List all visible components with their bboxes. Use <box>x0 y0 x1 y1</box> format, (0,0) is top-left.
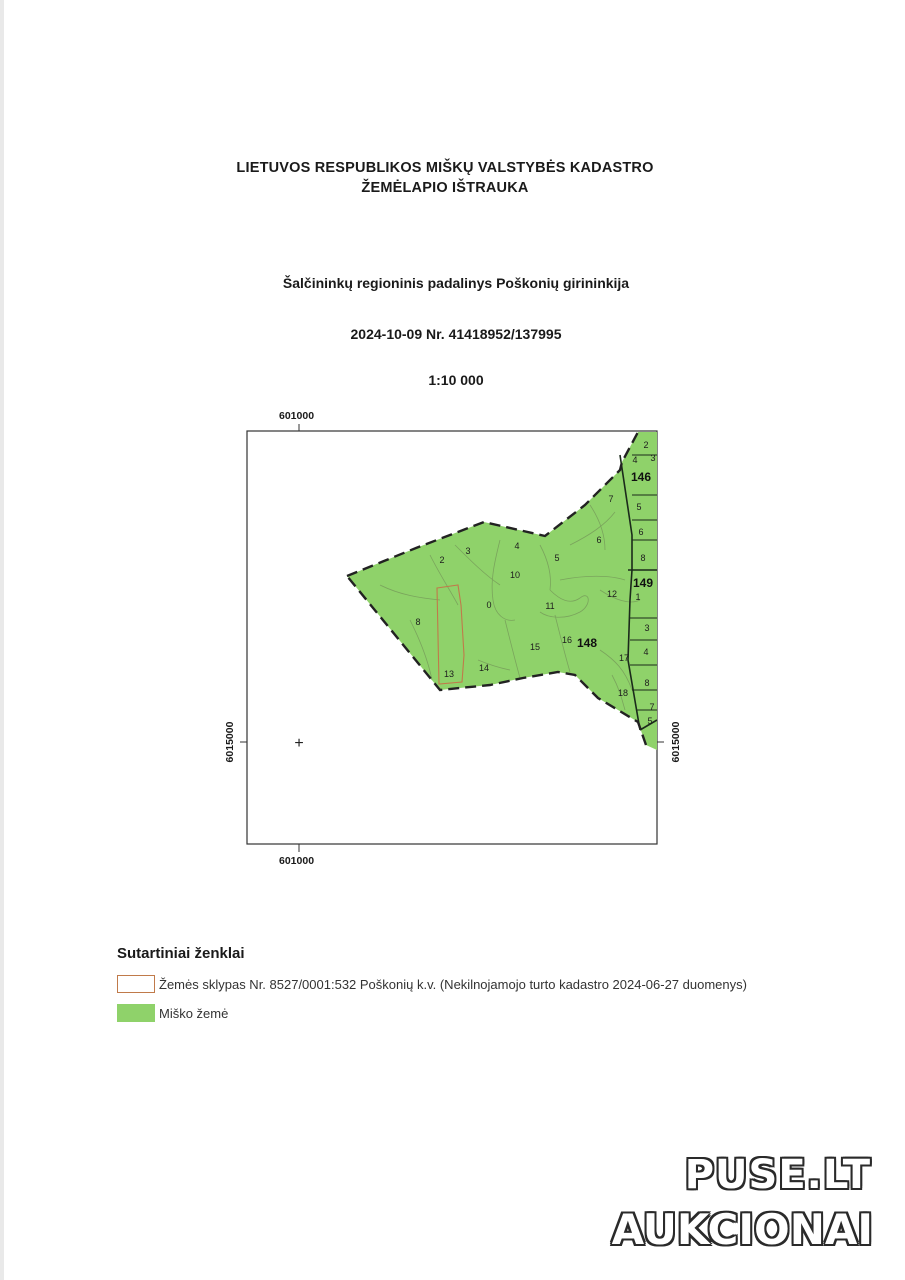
legend-label: Miško žemė <box>159 1005 229 1021</box>
compartment-label: 10 <box>509 570 521 580</box>
coord-x-bottom: 601000 <box>279 855 315 867</box>
forest-swatch <box>117 1004 155 1022</box>
coord-y-right: 6015000 <box>670 721 682 763</box>
compartment-label: 14 <box>478 663 490 673</box>
compartment-label: 8 <box>415 617 421 627</box>
compartment-label: 0 <box>486 600 492 610</box>
plot-swatch <box>117 975 155 993</box>
document-date-number: 2024-10-09 Nr. 41418952/137995 <box>350 326 562 342</box>
compartment-label: 5 <box>636 502 642 512</box>
forest-unit: Šalčininkų regioninis padalinys Poškonių girininkija <box>282 275 630 291</box>
compartment-label: 11 <box>545 601 555 611</box>
legend-item-forest <box>117 1004 228 1022</box>
compartment-label: 8 <box>644 678 650 688</box>
compartment-label: 4 <box>514 541 520 551</box>
coord-y-left: 6015000 <box>224 721 236 763</box>
quarter-label-146: 146 <box>630 470 652 484</box>
legend-label: Žemės sklypas Nr. 8527/0001:532 Poškonių k.v. (Nekilnojamojo turto kadastro 2024-06-27 duomenys) <box>159 976 747 992</box>
coord-x-top: 601000 <box>279 410 315 422</box>
compartment-label: 4 <box>643 647 649 657</box>
watermark-line1: PUSE.LT <box>684 1152 871 1198</box>
compartment-label: 7 <box>608 494 614 504</box>
compartment-label: 1 <box>635 592 641 602</box>
quarter-label-148: 148 <box>576 636 598 650</box>
cross-marker: + <box>294 735 304 752</box>
document-title-line1: LIETUVOS RESPUBLIKOS MIŠKŲ VALSTYBĖS KADASTRO <box>236 160 654 176</box>
compartment-label: 3 <box>644 623 650 633</box>
compartment-label: 5 <box>647 716 653 726</box>
quarter-label-149: 149 <box>632 576 654 590</box>
compartment-label: 4 <box>632 455 638 465</box>
compartment-label: 3 <box>650 453 656 463</box>
compartment-label: 8 <box>640 553 646 563</box>
watermark-line2: AUKCIONAI <box>611 1205 873 1254</box>
legend-item-plot <box>117 975 747 993</box>
compartment-label: 17 <box>618 653 630 663</box>
compartment-label: 18 <box>617 688 629 698</box>
compartment-label: 2 <box>439 555 445 565</box>
document-title-line2: ŽEMĖLAPIO IŠTRAUKA <box>361 180 529 196</box>
compartment-label: 6 <box>638 527 644 537</box>
compartment-label: 7 <box>649 702 655 712</box>
map-scale: 1:10 000 <box>428 372 484 388</box>
compartment-label: 13 <box>443 669 455 679</box>
compartment-label: 6 <box>596 535 602 545</box>
legend-title: Sutartiniai ženklai <box>117 945 245 962</box>
compartment-label: 12 <box>606 589 618 599</box>
compartment-label: 2 <box>643 440 649 450</box>
compartment-label: 3 <box>465 546 471 556</box>
compartment-label: 16 <box>561 635 573 645</box>
compartment-label: 5 <box>554 553 560 563</box>
compartment-label: 15 <box>529 642 541 652</box>
